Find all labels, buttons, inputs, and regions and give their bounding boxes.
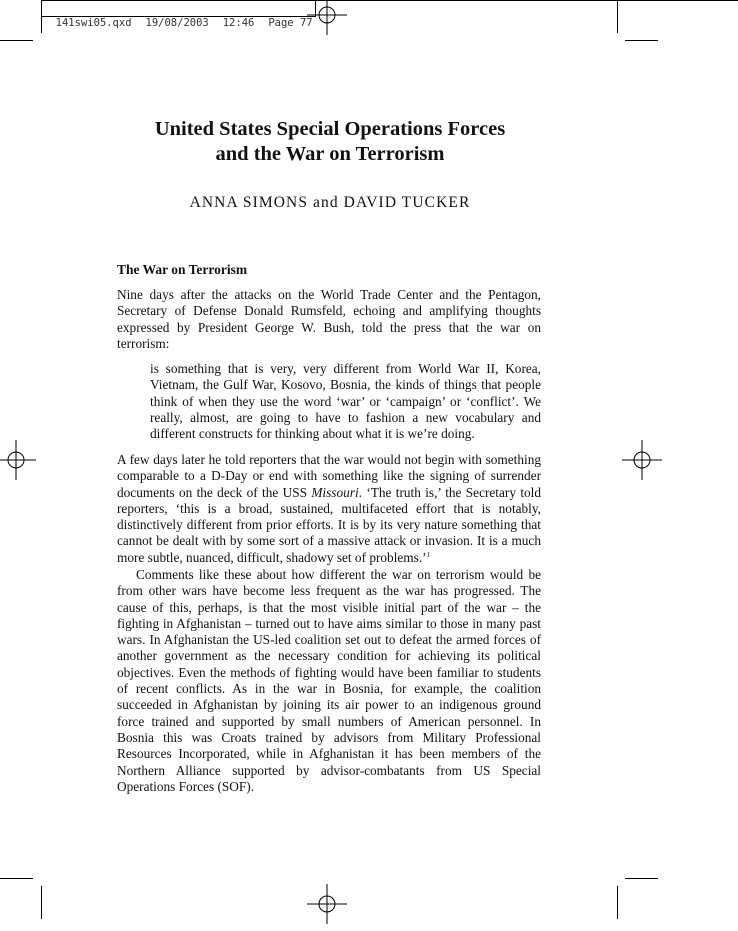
section-heading: The War on Terrorism — [117, 262, 248, 277]
crop-mark-bottom-left-horizontal — [0, 878, 33, 879]
registration-mark-left-icon — [0, 440, 36, 480]
crop-mark-top-left-horizontal — [0, 40, 33, 41]
crop-mark-top-right-vertical — [617, 0, 618, 33]
paragraph-1: Nine days after the attacks on the World Trade Center and the Pentagon, Secretary of Defense Donald Rumsfeld, echoing and amplifying thoughts expressed by President George W. Bush, told the press that the war on terrorism: — [117, 287, 541, 351]
slug-time: 12:46 — [222, 17, 255, 29]
printer-slug — [41, 1, 316, 29]
registration-mark-right-icon — [622, 440, 662, 480]
article-title-line-1: United States Special Operations Forces — [154, 118, 506, 140]
ship-name: Missouri — [311, 484, 359, 500]
registration-mark-bottom-icon — [307, 884, 347, 924]
crop-mark-bottom-right-vertical — [617, 886, 618, 919]
article-title — [0, 117, 660, 167]
slug-date: 19/08/2003 — [145, 17, 209, 29]
block-quote: is something that is very, very different from World War II, Korea, Vietnam, the Gulf War, Kosovo, Bosnia, the kinds of things that people think of when they use the word ‘war’ or ‘campaign’ or ‘conflict’. We really, almost, are going to have to fashion a new vocabulary and different constructs for thinking about what it is we’re doing. — [150, 361, 541, 442]
crop-mark-bottom-right-horizontal — [625, 878, 658, 879]
footnote-reference[interactable]: 1 — [426, 550, 431, 559]
article-title-line-2: and the War on Terrorism — [215, 143, 445, 165]
slug-page: Page 77 — [268, 17, 313, 29]
registration-mark-top-icon — [307, 0, 347, 35]
slug-filename: 141swi05.qxd — [55, 17, 132, 29]
paragraph-2-text-b: . ‘The truth is,’ the Secretary told reporters, ‘this is a broad, sustained, multifaceted effort that is notably, distinctively different from prior efforts. It is by its very nature something that cannot be dealt with by some sort of a massive attack or invasion. It is a much more subtle, nuanced, difficult, shadowy set of problems.’ — [117, 484, 542, 565]
crop-mark-bottom-left-vertical — [41, 886, 42, 919]
crop-mark-top-right-horizontal — [625, 40, 658, 41]
paragraph-2-text-a: A few days later he told reporters that the war would not begin with something comparable to a D-Day or end with something like the signing of surrender documents on the deck of the USS — [117, 452, 541, 500]
paragraph-2 — [117, 452, 541, 566]
paragraph-3: Comments like these about how different the war on terrorism would be from other wars have become less frequent as the war has progressed. The cause of this, perhaps, is that the most visible initial part of the war – the fighting in Afghanistan – turned out to have aims similar to those in many past wars. In Afghanistan the US-led coalition set out to defeat the armed forces of another government as the necessary condition for achieving its political objectives. Even the methods of fighting would have been familiar to students of recent conflicts. As in the war in Bosnia, for example, the coalition succeeded in Afghanistan by joining its air power to an indigenous ground force trained and supported by small numbers of American personnel. In Bosnia this was Croats trained by advisors from Military Professional Resources Incorporated, while in Afghanistan it has been members of the Northern Alliance supported by advisor-combatants from US Special Operations Forces (SOF). — [117, 567, 541, 794]
crop-mark-top-left-vertical — [41, 0, 42, 33]
article-authors: ANNA SIMONS and DAVID TUCKER — [189, 194, 471, 211]
